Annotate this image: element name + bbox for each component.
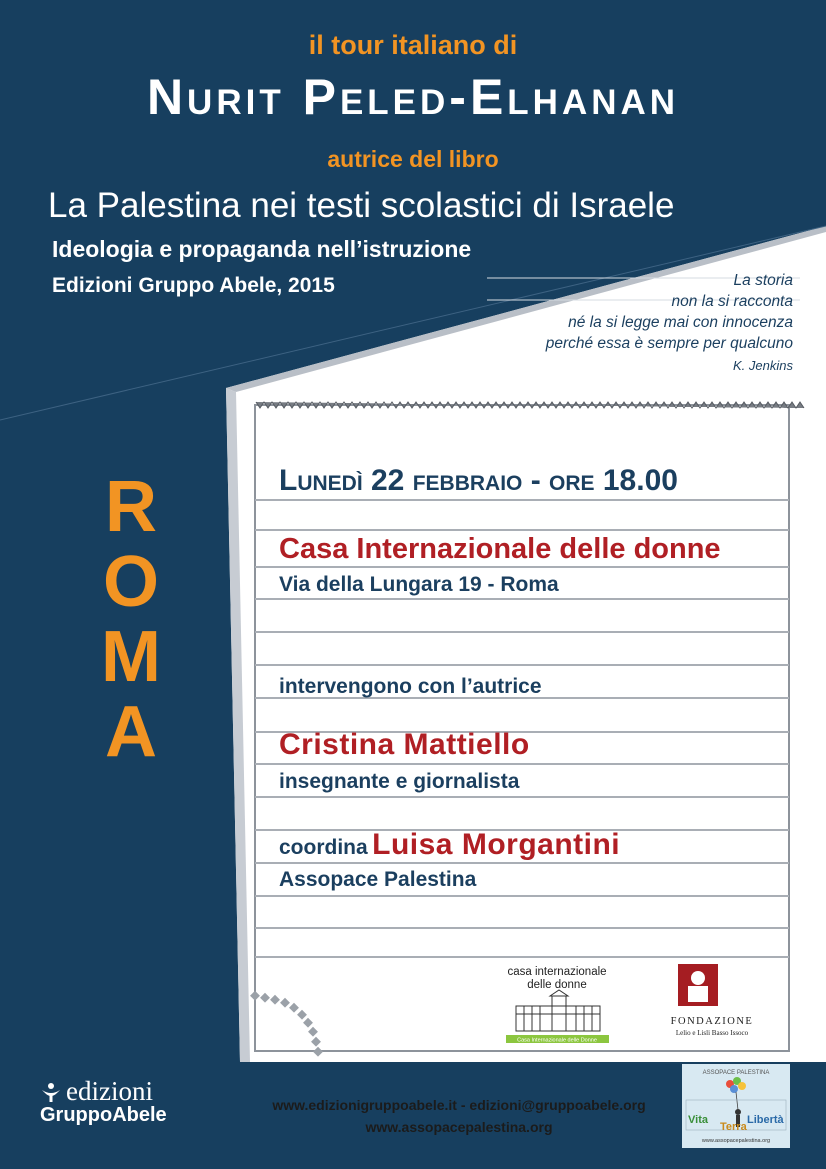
book-title: La Palestina nei testi scolastici di Israele	[48, 186, 675, 225]
link-separator: -	[460, 1097, 466, 1113]
quote	[546, 270, 793, 354]
casa-logo-strip-text: Casa Internazionale delle Donne	[517, 1037, 597, 1044]
assopace-top-text: ASSOPACE PALESTINA	[702, 1070, 770, 1076]
assopace-url: www.assopacepalestina.org	[701, 1138, 771, 1144]
publisher-logo-word: edizioni	[66, 1076, 153, 1106]
casa-logo-line2: delle donne	[527, 979, 587, 991]
book-subtitle: Ideologia e propaganda nell’istruzione	[52, 236, 472, 262]
publisher-logo-top	[40, 1076, 167, 1107]
city-name	[88, 467, 174, 772]
link-email[interactable]: edizioni@gruppoabele.org	[469, 1097, 646, 1113]
quote-line: perché essa è sempre per qualcuno	[545, 335, 793, 352]
quote-line: non la si racconta	[671, 293, 793, 310]
assopace-word-terra: Terra	[720, 1121, 747, 1133]
link-assopace[interactable]: www.assopacepalestina.org	[365, 1119, 553, 1135]
coordinator-label: coordina	[279, 836, 368, 859]
city-letter: A	[105, 692, 157, 772]
tour-intro: il tour italiano di	[308, 30, 518, 60]
assopace-word-liberta: Libertà	[747, 1114, 784, 1126]
coordinator-line	[279, 828, 620, 862]
speakers-label: intervengono con l’autrice	[279, 675, 542, 698]
quote-line: né la si legge mai con innocenza	[568, 314, 793, 331]
event-venue: Casa Internazionale delle donne	[279, 533, 721, 565]
quote-author: K. Jenkins	[733, 358, 793, 373]
event-date: Lunedì 22 febbraio - ore 18.00	[279, 464, 678, 497]
author-name: Nurit Peled-Elhanan	[146, 69, 680, 125]
assopace-palestina-logo	[682, 1064, 790, 1148]
city-letter: M	[101, 617, 161, 697]
building-icon	[516, 990, 600, 1031]
figure-icon	[40, 1081, 62, 1103]
speaker-role: insegnante e giornalista	[279, 770, 520, 793]
publisher-line: Edizioni Gruppo Abele, 2015	[52, 274, 335, 297]
link-gruppoabele[interactable]: www.edizionigruppoabele.it	[272, 1097, 457, 1113]
coordinator-name: Luisa Morgantini	[372, 828, 621, 861]
assopace-word-vita: Vita	[688, 1114, 708, 1126]
publisher-logo-bottom: GruppoAbele	[40, 1104, 167, 1126]
event-address: Via della Lungara 19 - Roma	[279, 573, 559, 596]
casa-internazionale-logo	[500, 964, 615, 1046]
fondazione-basso-logo	[640, 962, 785, 1044]
casa-logo-line1: casa internazionale	[507, 966, 607, 978]
city-letter: O	[102, 542, 159, 622]
author-role: autrice del libro	[327, 146, 499, 172]
fondazione-line1: FONDAZIONE	[670, 1016, 754, 1027]
footer-links	[245, 1094, 673, 1138]
coordinator-org: Assopace Palestina	[279, 868, 477, 891]
fondazione-line2: Lelio e Lisli Basso Issoco	[675, 1029, 749, 1037]
gruppo-abele-logo	[40, 1076, 167, 1127]
speaker-name: Cristina Mattiello	[279, 728, 530, 761]
city-letter: R	[105, 467, 157, 547]
quote-line: La storia	[733, 272, 793, 289]
